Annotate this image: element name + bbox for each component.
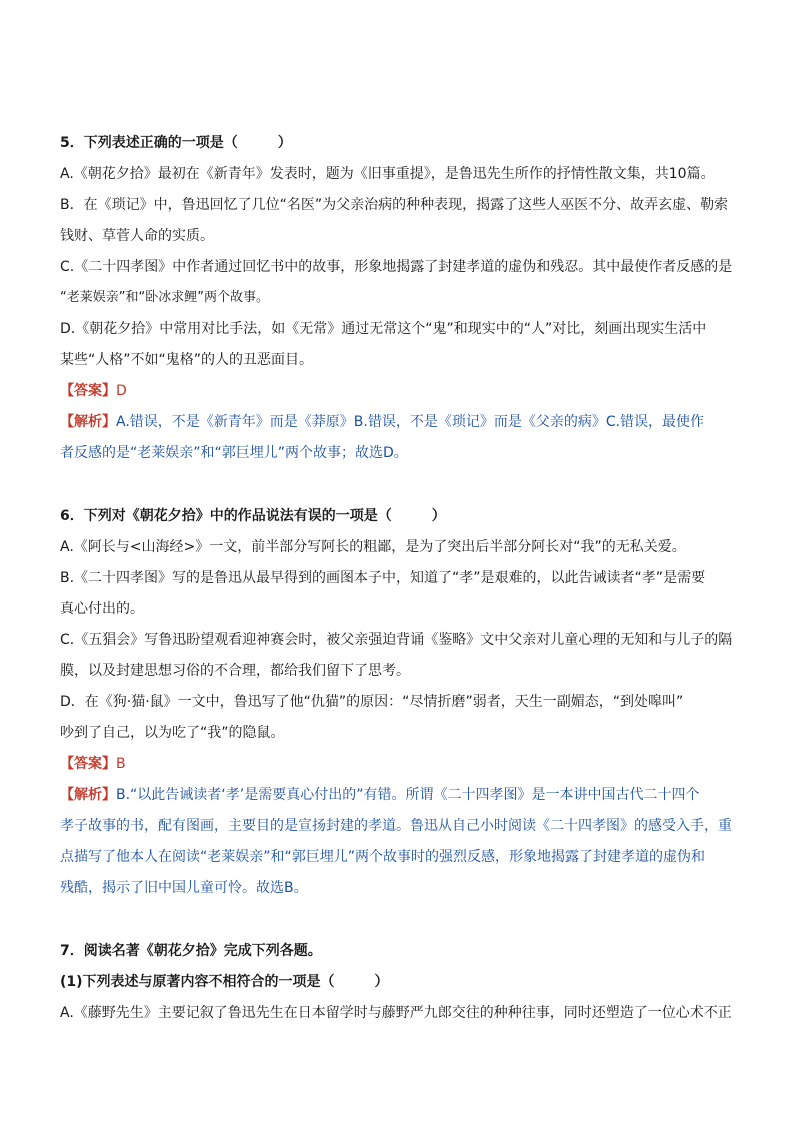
q6-explanation-line3: 点描写了他本人在阅读“老莱娱亲”和“郭巨埋儿”两个故事时的强烈反感，形象地揭露了封建孝道的虚伪和 — [60, 849, 706, 865]
q5-option-a: A.《朝花夕拾》最初在《新青年》发表时，题为《旧事重提》，是鲁迅先生所作的抒情性散文集，共10篇。 — [60, 166, 715, 182]
q5-option-d-line2: 某些“人格”不如“鬼格”的人的丑恶面目。 — [60, 352, 314, 368]
q5-explanation-line1: 【解析】A.错误，不是《新青年》而是《莽原》B.错误，不是《琐记》而是《父亲的病》C.错误，最使作 — [60, 414, 705, 430]
q6-explanation-line1: 【解析】B.“以此告诫读者‘孝’是需要真心付出的”有错。所谓《二十四孝图》是一本讲中国古代二十四个 — [60, 787, 700, 803]
q6-explanation-line4: 残酷，揭示了旧中国儿童可怜。故选B。 — [60, 880, 308, 896]
q5-option-b-line1: B．在《琐记》中，鲁迅回忆了几位“名医”为父亲治病的种种表现，揭露了这些人巫医不分、故弄玄虚、勒索 — [60, 197, 729, 213]
q6-option-c-line2: 膜，以及封建思想习俗的不合理，都给我们留下了思考。 — [60, 663, 410, 679]
answer-value: B — [116, 756, 126, 772]
q6-option-d-line2: 吵到了自己，以为吃了“我”的隐鼠。 — [60, 725, 285, 741]
answer-value: D — [116, 383, 127, 399]
q6-option-b-line2: 真心付出的。 — [60, 601, 144, 617]
q7-stem: 7．阅读名著《朝花夕拾》完成下列各题。 — [60, 943, 322, 959]
q6-stem: 6．下列对《朝花夕拾》中的作品说法有误的一项是（ ） — [60, 508, 446, 524]
q5-option-d-line1: D.《朝花夕拾》中常用对比手法，如《无常》通过无常这个“鬼”和现实中的“人”对比，刻画出现实生活中 — [60, 321, 707, 337]
answer-label: 【答案】 — [60, 756, 116, 772]
q6-option-a: A.《阿长与<山海经>》一文，前半部分写阿长的粗鄙，是为了突出后半部分阿长对“我”的无私关爱。 — [60, 539, 686, 555]
q6-option-b-line1: B.《二十四孝图》写的是鲁迅从最早得到的画图本子中，知道了“孝”是艰难的，以此告诫读者“孝”是需要 — [60, 570, 706, 586]
answer-label: 【答案】 — [60, 383, 116, 399]
q7-option-a: A.《藤野先生》主要记叙了鲁迅先生在日本留学时与藤野严九郎交往的种种往事，同时还塑造了一位心术不正 — [60, 1005, 732, 1021]
q7-sub1-stem: (1)下列表述与原著内容不相符合的一项是（ ） — [60, 974, 389, 990]
q5-option-c-line2: “老莱娱亲”和“卧冰求鲤”两个故事。 — [60, 290, 269, 305]
explanation-label: 【解析】 — [60, 787, 116, 803]
q6-option-d-line1: D．在《狗·猫·鼠》一文中，鲁迅写了他“仇猫”的原因：“尽情折磨”弱者，天生一副媚态，“到处嗥叫” — [60, 694, 684, 710]
q6-explanation-line2: 孝子故事的书，配有图画，主要目的是宣扬封建的孝道。鲁迅从自己小时阅读《二十四孝图》的感受入手，重 — [60, 818, 732, 834]
q5-option-c-line1: C.《二十四孝图》中作者通过回忆书中的故事，形象地揭露了封建孝道的虚伪和残忍。其中最使作者反感的是 — [60, 259, 733, 275]
q5-option-b-line2: 钱财、草菅人命的实质。 — [60, 228, 214, 244]
q5-stem: 5．下列表述正确的一项是（ ） — [60, 135, 292, 151]
q6-option-c-line1: C.《五猖会》写鲁迅盼望观看迎神赛会时，被父亲强迫背诵《鉴略》文中父亲对儿童心理的无知和与儿子的隔 — [60, 632, 733, 648]
explanation-label: 【解析】 — [60, 414, 116, 430]
q5-explanation-line2: 者反感的是“老莱娱亲”和“郭巨埋儿”两个故事；故选D。 — [60, 445, 408, 461]
q6-answer — [60, 754, 740, 774]
q5-answer — [60, 381, 740, 401]
